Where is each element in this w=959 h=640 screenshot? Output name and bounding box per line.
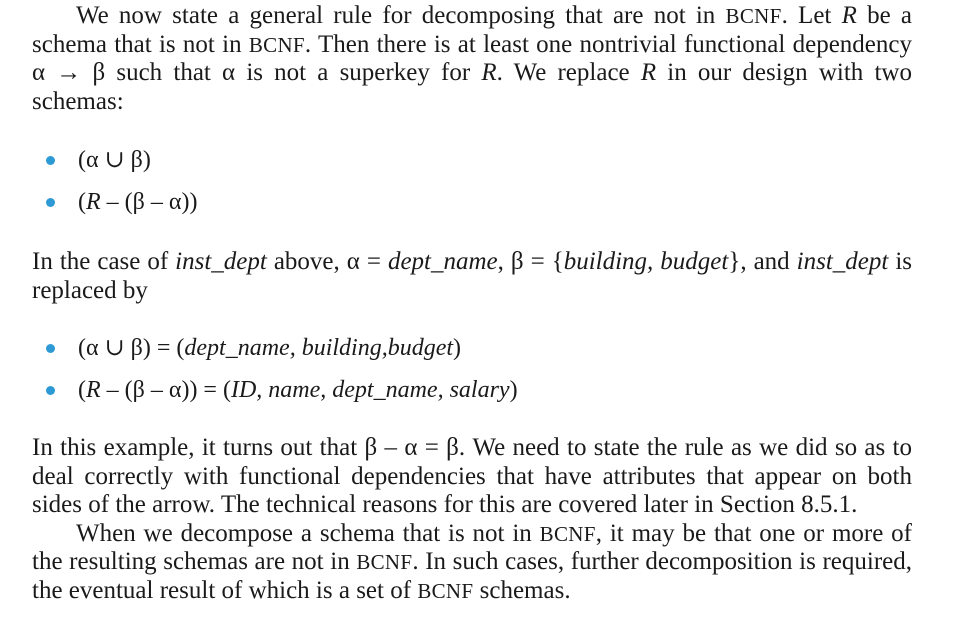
schema-r: R xyxy=(86,189,101,215)
list-item-text: (α ∪ β) xyxy=(78,147,151,173)
bullet-icon xyxy=(46,344,55,353)
schema-r: R xyxy=(86,377,101,403)
document-page xyxy=(32,0,912,605)
para1-text-2: . Let xyxy=(781,2,842,29)
para4-text-1: When we decompose a schema that is not in xyxy=(76,519,540,547)
para3-text: In this example, it turns out that β – α = β. We need to state the rule as we did so as to deal correctly with functional dependencies that have attributes that appear on both sides of the arrow. The technical reasons for this are covered later in Section 8.5.1. xyxy=(32,434,912,518)
paragraph-further-decomposition xyxy=(32,520,912,606)
paragraph-general-rule xyxy=(32,2,912,116)
schema-r: R xyxy=(481,59,497,86)
list-item-text: ) xyxy=(453,335,462,361)
bullet-icon xyxy=(46,156,55,165)
bcnf-term: BCNF xyxy=(417,578,474,603)
para4-text-4: schemas. xyxy=(473,576,571,604)
para1-text-4: . Then there is at least one nontrivial functional dependency α → β such that α is not a superkey for xyxy=(32,30,912,86)
bullet-icon xyxy=(46,198,55,207)
bcnf-term: BCNF xyxy=(356,550,413,574)
attribute-list: dept_name, building,budget xyxy=(184,335,454,361)
para1-text-1: We now state a general rule for decomposing that are not in xyxy=(76,2,726,29)
para1-text-6: in our design with two schemas: xyxy=(32,59,912,115)
schema-list-example xyxy=(32,334,912,404)
schema-r: R xyxy=(640,59,657,86)
para1-text-5: . We replace xyxy=(496,59,641,86)
relation-inst-dept: inst_dept xyxy=(796,248,889,275)
para2-text-5: is replaced by xyxy=(32,248,912,304)
list-item xyxy=(32,334,912,362)
bcnf-term: BCNF xyxy=(539,521,596,546)
attribute-dept-name: dept_name xyxy=(387,248,498,275)
bcnf-term: BCNF xyxy=(248,32,305,57)
para4-text-2: , it may be that one or more of the resulting schemas are not in xyxy=(32,519,912,575)
list-item xyxy=(32,376,912,404)
para2-text-1: In the case of xyxy=(32,248,176,275)
bcnf-term: BCNF xyxy=(725,4,782,28)
schema-list-general xyxy=(32,146,912,216)
list-item xyxy=(32,146,912,174)
para2-text-4: }, and xyxy=(728,248,797,275)
para4-text-3: . In such cases, further decomposition is required, the eventual result of which is a set of xyxy=(32,548,912,604)
para2-text-3: , β = { xyxy=(497,248,564,275)
relation-inst-dept: inst_dept xyxy=(175,248,267,275)
list-item-text: ( xyxy=(78,377,86,403)
list-item xyxy=(32,188,912,216)
list-item-text: (α ∪ β) = ( xyxy=(78,335,185,361)
list-item-text: ( xyxy=(78,189,86,215)
attribute-list: ID, name, dept_name, salary xyxy=(230,377,510,403)
para1-text-3: be a schema that is not in xyxy=(32,2,912,58)
bullet-icon xyxy=(46,386,55,395)
paragraph-inst-dept-example xyxy=(32,248,912,305)
list-item-text: – (β – α)) xyxy=(100,189,198,215)
para2-text-2: above, α = xyxy=(266,248,388,275)
list-item-text: ) xyxy=(509,377,518,403)
list-item-text: – (β – α)) = ( xyxy=(100,377,231,403)
paragraph-beta-minus-alpha xyxy=(32,434,912,520)
schema-r: R xyxy=(841,2,857,29)
attribute-set: building, budget xyxy=(563,248,729,275)
